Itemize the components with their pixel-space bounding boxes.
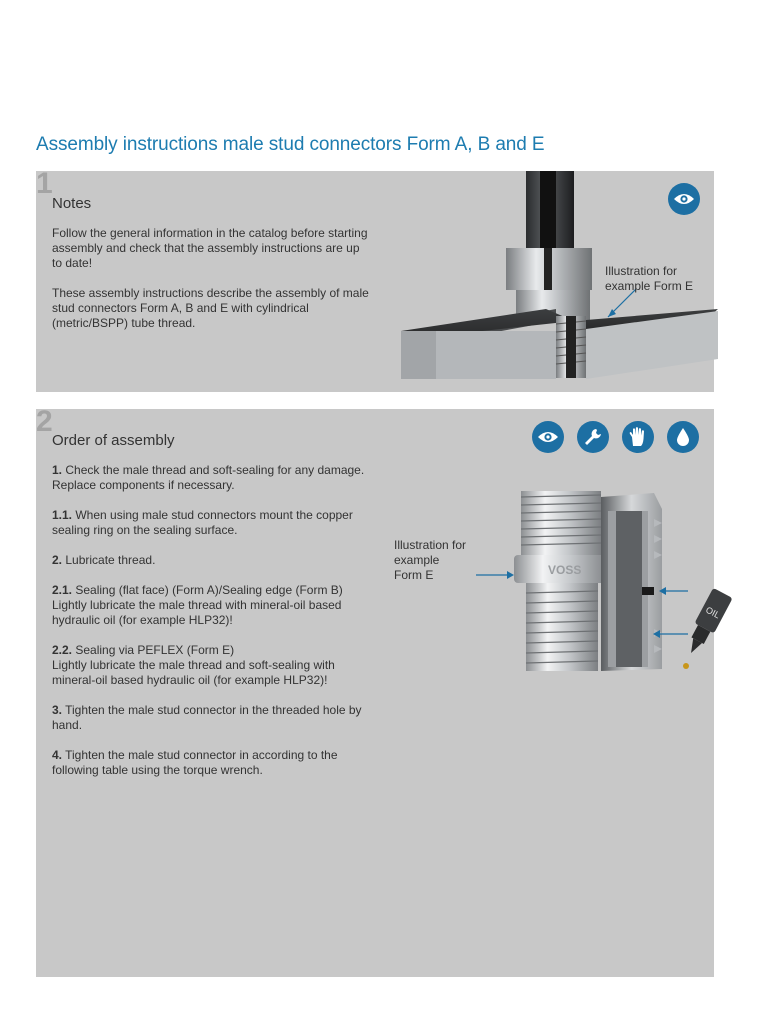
step-label: 1.1. bbox=[52, 508, 73, 522]
notes-paragraph: Follow the general information in the catalog before starting assembly and check that the assembly instructions are up to date! bbox=[52, 226, 368, 270]
illustration-callout bbox=[605, 264, 693, 294]
callout-line: example bbox=[394, 553, 440, 567]
step-text: Sealing (flat face) (Form A)/Sealing edge (Form B) bbox=[72, 583, 343, 597]
step-item bbox=[52, 508, 372, 538]
callout-line: Illustration for bbox=[605, 264, 678, 278]
step-text: Lubricate thread. bbox=[62, 553, 156, 567]
step-item bbox=[52, 463, 372, 493]
callout-line: Form E bbox=[394, 568, 434, 582]
bottle-label: OIL bbox=[704, 604, 722, 621]
step-detail: Lightly lubricate the male thread and soft-sealing with mineral-oil based hydraulic oil (for example HLP32)! bbox=[52, 658, 335, 687]
wrench-icon bbox=[577, 421, 609, 453]
notes-paragraph: These assembly instructions describe the assembly of male stud connectors Form A, B and E with cylindrical (metric/BSPP) tube thread. bbox=[52, 286, 369, 330]
callout-line: Illustration for bbox=[394, 538, 467, 552]
step-number: 1 bbox=[36, 167, 53, 200]
step-label: 2.1. bbox=[52, 583, 73, 597]
step-item bbox=[52, 553, 372, 568]
step-label: 2.2. bbox=[52, 643, 73, 657]
hand-icon bbox=[622, 421, 654, 453]
assembly-steps bbox=[52, 463, 372, 793]
illustration-callout bbox=[394, 538, 466, 583]
section-heading: Notes bbox=[52, 195, 92, 212]
step-detail: Lightly lubricate the male thread with mineral-oil based hydraulic oil (for example HLP32)! bbox=[52, 598, 342, 627]
step-number: 2 bbox=[36, 405, 53, 438]
order-of-assembly-panel bbox=[36, 405, 722, 977]
step-text: Tighten the male stud connector in the threaded hole by hand. bbox=[52, 703, 362, 732]
oil-drop-icon bbox=[667, 421, 699, 453]
section-heading: Order of assembly bbox=[52, 432, 175, 449]
step-label: 4. bbox=[52, 748, 63, 762]
callout-line: example Form E bbox=[605, 279, 694, 293]
step-text: Check the male thread and soft-sealing for any damage. Replace components if necessary. bbox=[52, 463, 365, 492]
step-item bbox=[52, 703, 372, 733]
notes-panel bbox=[36, 167, 714, 392]
step-text: Tighten the male stud connector in according to the following table using the torque wrench. bbox=[52, 748, 338, 777]
step-text: When using male stud connectors mount the copper sealing ring on the sealing surface. bbox=[52, 508, 353, 537]
brand-mark: VOSS bbox=[548, 563, 582, 577]
step-item bbox=[52, 643, 372, 688]
step-label: 3. bbox=[52, 703, 63, 717]
step-label: 2. bbox=[52, 553, 63, 567]
step-label: 1. bbox=[52, 463, 63, 477]
page-title: Assembly instructions male stud connectors Form A, B and E bbox=[36, 134, 545, 155]
male-stud-connector-illustration bbox=[476, 479, 722, 689]
step-text: Sealing via PEFLEX (Form E) bbox=[72, 643, 235, 657]
eye-icon bbox=[532, 421, 564, 453]
notes-text bbox=[52, 226, 372, 346]
step-item bbox=[52, 748, 372, 778]
step-item bbox=[52, 583, 372, 628]
